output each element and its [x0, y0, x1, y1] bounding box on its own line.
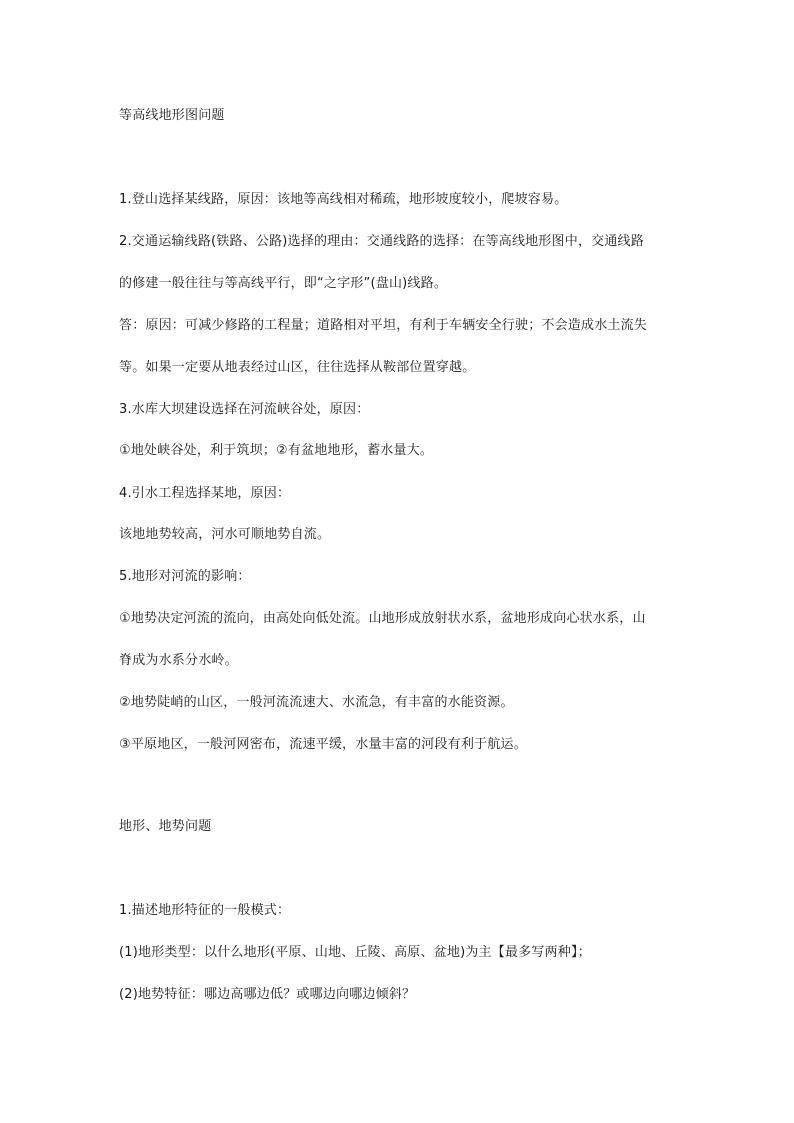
paragraph-line: 1.描述地形特征的一般模式： — [119, 903, 291, 918]
paragraph-line: (1)地形类型：以什么地形(平原、山地、丘陵、高原、盆地)为主【最多写两种】； — [119, 945, 591, 960]
paragraph-line: 3.水库大坝建设选择在河流峡谷处，原因： — [119, 402, 370, 417]
paragraph-line: 该地地势较高，河水可顺地势自流。 — [119, 527, 331, 542]
paragraph-line: 的修建一般往往与等高线平行，即“之字形”(盘山)线路。 — [119, 276, 448, 291]
paragraph-line: 等。如果一定要从地表经过山区，往往选择从鞍部位置穿越。 — [119, 360, 476, 375]
section-title-contour-map: 等高线地形图问题 — [119, 108, 225, 123]
paragraph-line: 2.交通运输线路(铁路、公路)选择的理由：交通线路的选择：在等高线地形图中，交通线路 — [119, 234, 644, 249]
section-title-terrain: 地形、地势问题 — [119, 819, 212, 834]
paragraph-line: 脊成为水系分水岭。 — [119, 653, 238, 668]
paragraph-line: ③平原地区，一般河网密布，流速平缓，水量丰富的河段有利于航运。 — [119, 737, 527, 752]
paragraph-line: (2)地势特征：哪边高哪边低？或哪边向哪边倾斜？ — [119, 987, 416, 1002]
paragraph-line: 答：原因：可减少修路的工程量；道路相对平坦，有利于车辆安全行驶；不会造成水土流失 — [119, 318, 648, 333]
paragraph-line: 1.登山选择某线路，原因：该地等高线相对稀疏，地形坡度较小，爬坡容易。 — [119, 192, 568, 207]
paragraph-line: ②地势陡峭的山区，一般河流流速大、水流急，有丰富的水能资源。 — [119, 695, 514, 710]
paragraph-line: ①地处峡谷处，利于筑坝；②有盆地地形，蓄水量大。 — [119, 443, 434, 458]
paragraph-line: 5.地形对河流的影响： — [119, 569, 251, 584]
paragraph-line: ①地势决定河流的流向，由高处向低处流。山地形成放射状水系，盆地形成向心状水系，山 — [119, 611, 646, 626]
paragraph-line: 4.引水工程选择某地，原因： — [119, 486, 291, 501]
